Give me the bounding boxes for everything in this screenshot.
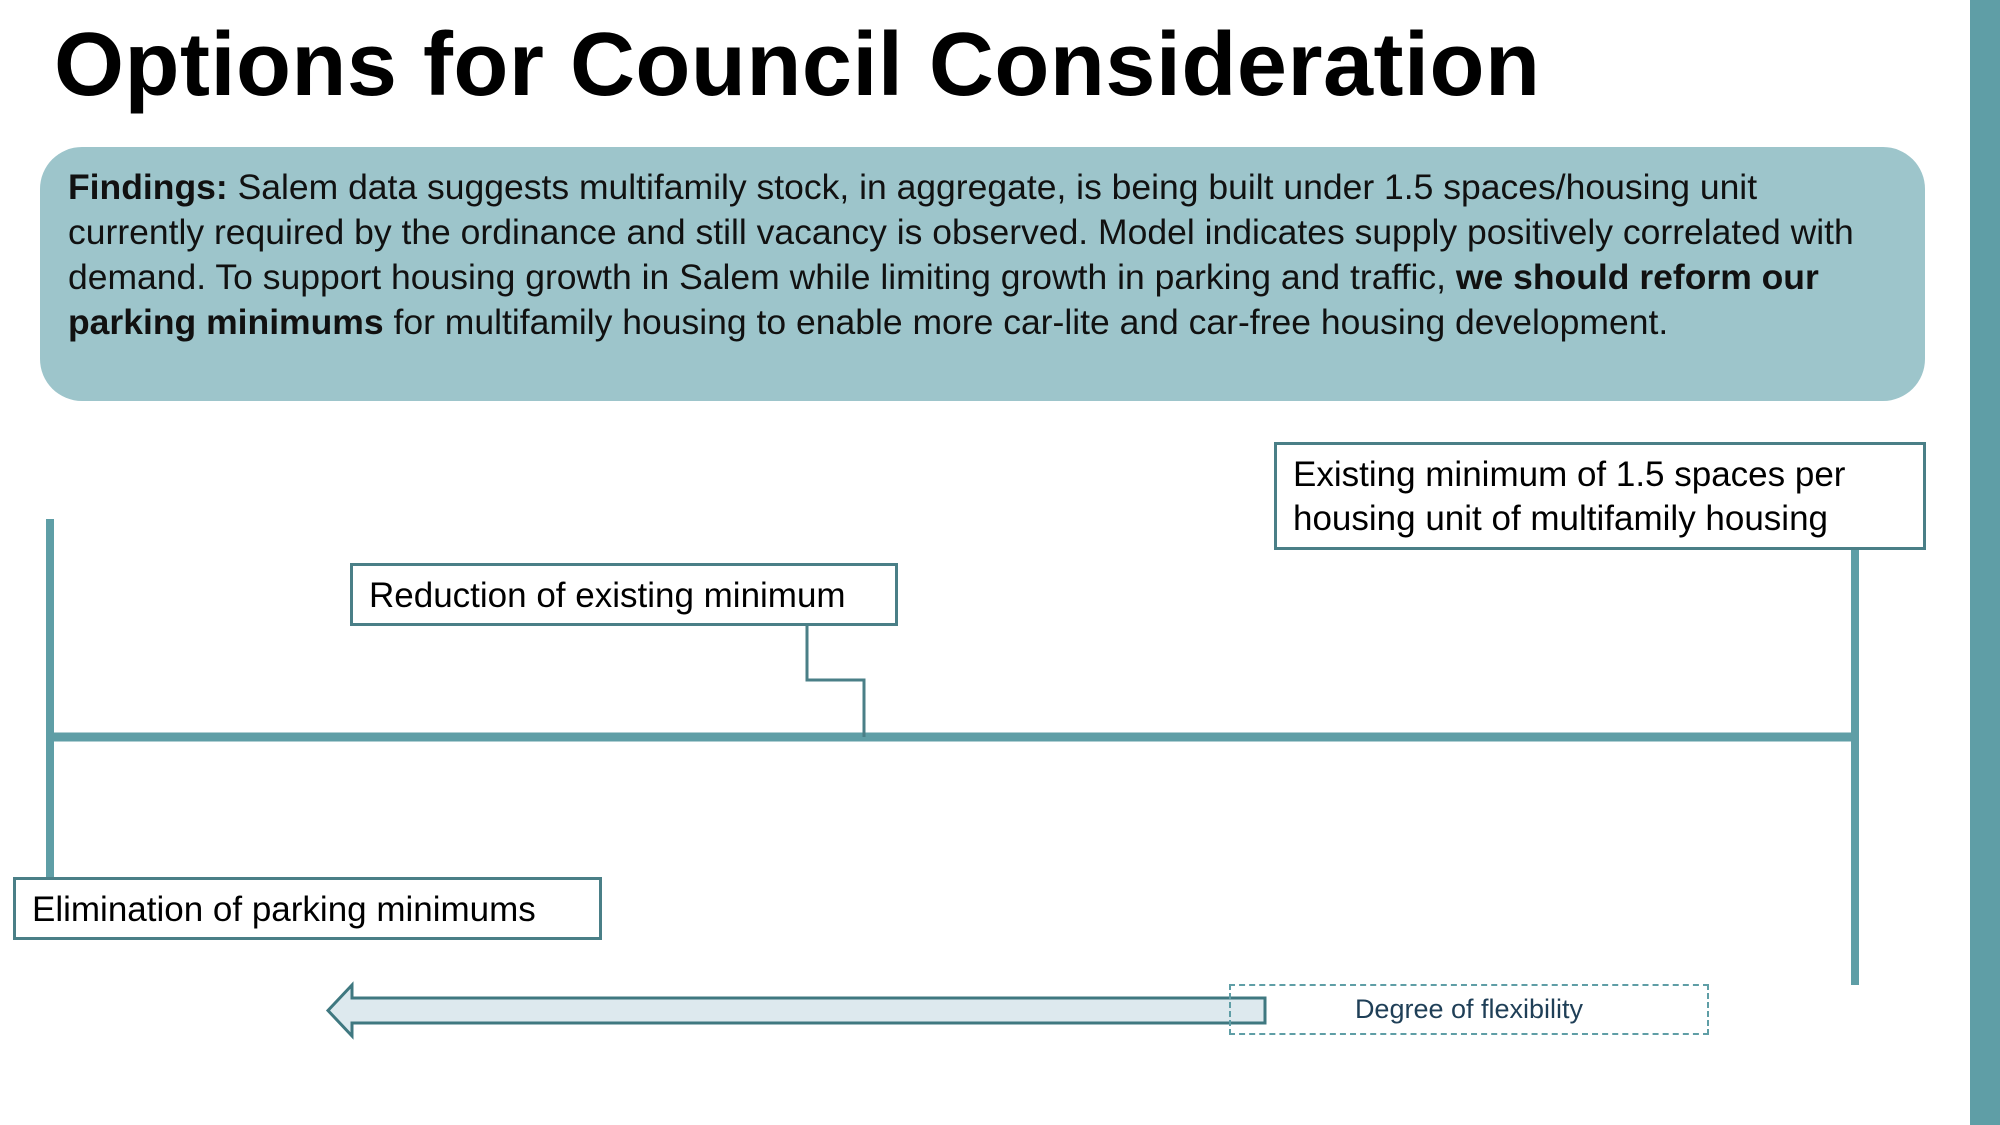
findings-text-2: for multifamily housing to enable more car-lite and car-free housing development. [383, 302, 1669, 342]
findings-lead: Findings: [68, 167, 228, 207]
reduction-connector [807, 626, 864, 737]
degree-of-flexibility-label: Degree of flexibility [1229, 984, 1709, 1035]
elimination-box: Elimination of parking minimums [13, 877, 602, 940]
findings-emphasis: we should reform our parking minimums [68, 257, 1819, 342]
flexibility-arrow [328, 985, 1265, 1036]
findings-text-1: Salem data suggests multifamily stock, in aggregate, is being built under 1.5 spaces/housing unit currently required by the ordinance and still vacancy is observed. Model indicates supply positively correlated with demand. To support housing growth in Salem while limiting growth in parking and traffic, [68, 167, 1854, 297]
slide-title: Options for Council Consideration [54, 15, 1541, 115]
existing-minimum-box: Existing minimum of 1.5 spaces per housing unit of multifamily housing [1274, 442, 1926, 550]
reduction-box: Reduction of existing minimum [350, 563, 898, 626]
